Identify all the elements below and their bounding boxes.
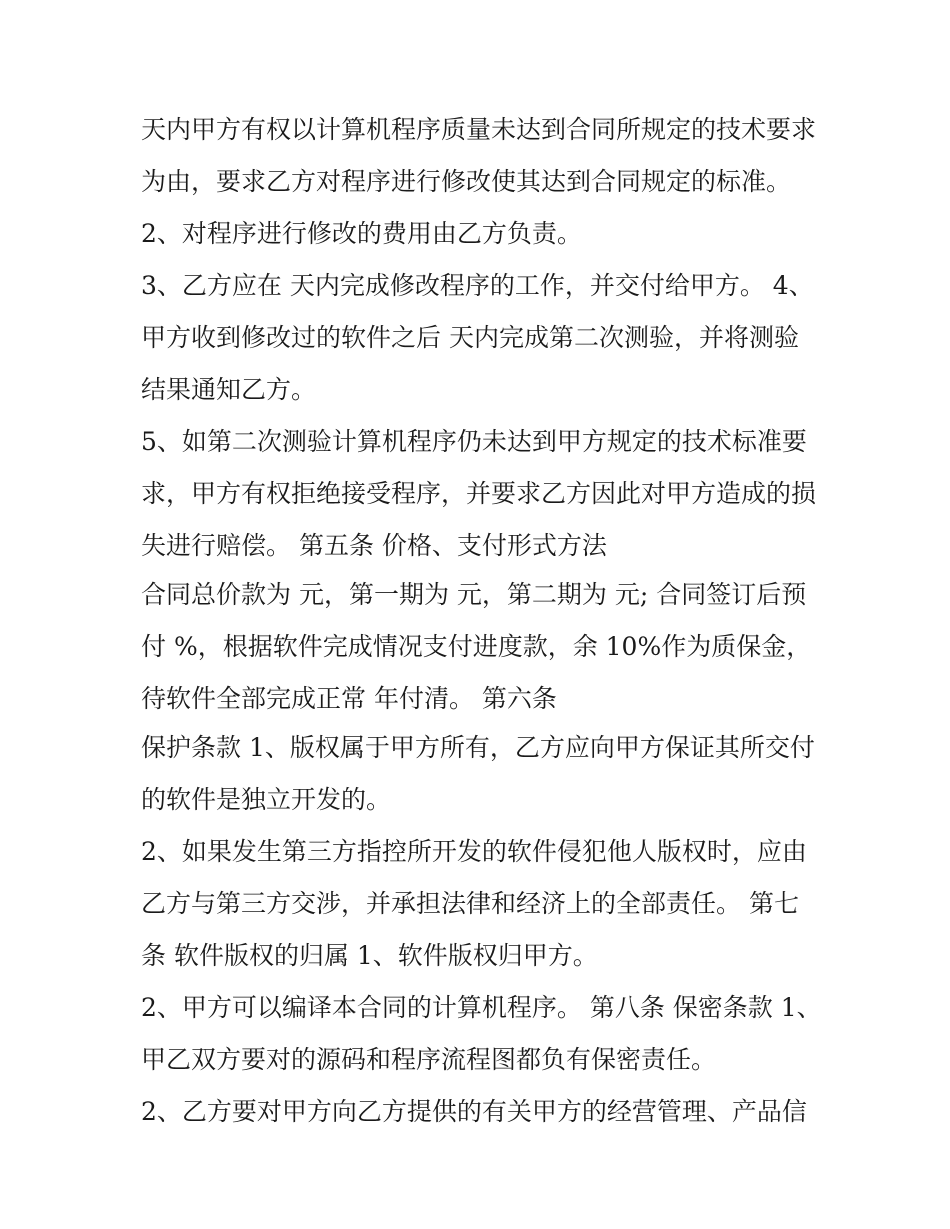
text-line: 保护条款 1、版权属于甲方所有，乙方应向甲方保证其所交付 — [141, 733, 815, 762]
text-line: 2、对程序进行修改的费用由乙方负责。 — [141, 219, 582, 248]
text-line: 甲方收到修改过的软件之后 天内完成第二次测验，并将测验 — [141, 323, 799, 352]
text-line: 甲乙双方要对的源码和程序流程图都负有保密责任。 — [141, 1045, 717, 1074]
text-line: 结果通知乙方。 — [141, 375, 317, 404]
text-line: 2、如果发生第三方指控所开发的软件侵犯他人版权时，应由 — [141, 837, 807, 866]
contract-body-text — [141, 110, 821, 1144]
text-line: 条 软件版权的归属 1、软件版权归甲方。 — [141, 941, 598, 970]
text-line: 为由，要求乙方对程序进行修改使其达到合同规定的标准。 — [141, 167, 792, 196]
text-line: 3、乙方应在 天内完成修改程序的工作，并交付给甲方。 4、 — [141, 271, 814, 300]
text-line: 乙方与第三方交涉，并承担法律和经济上的全部责任。 第七 — [141, 889, 799, 918]
text-line: 求，甲方有权拒绝接受程序，并要求乙方因此对甲方造成的损 — [141, 479, 817, 508]
text-line: 待软件全部完成正常 年付清。 第六条 — [141, 684, 557, 713]
text-line: 5、如第二次测验计算机程序仍未达到甲方规定的技术标准要 — [141, 427, 807, 456]
text-line: 付 %，根据软件完成情况支付进度款，余 10%作为质保金， — [141, 632, 812, 661]
text-line: 失进行赔偿。 第五条 价格、支付形式方法 — [141, 531, 607, 560]
text-line: 天内甲方有权以计算机程序质量未达到合同所规定的技术要求 — [141, 115, 817, 144]
text-line: 合同总价款为 元，第一期为 元，第二期为 元; 合同签订后预 — [141, 580, 807, 609]
text-line: 2、乙方要对甲方向乙方提供的有关甲方的经营管理、产品信 — [141, 1097, 807, 1126]
text-line: 的软件是独立开发的。 — [141, 785, 392, 814]
text-line: 2、甲方可以编译本合同的计算机程序。 第八条 保密条款 1、 — [141, 993, 822, 1022]
